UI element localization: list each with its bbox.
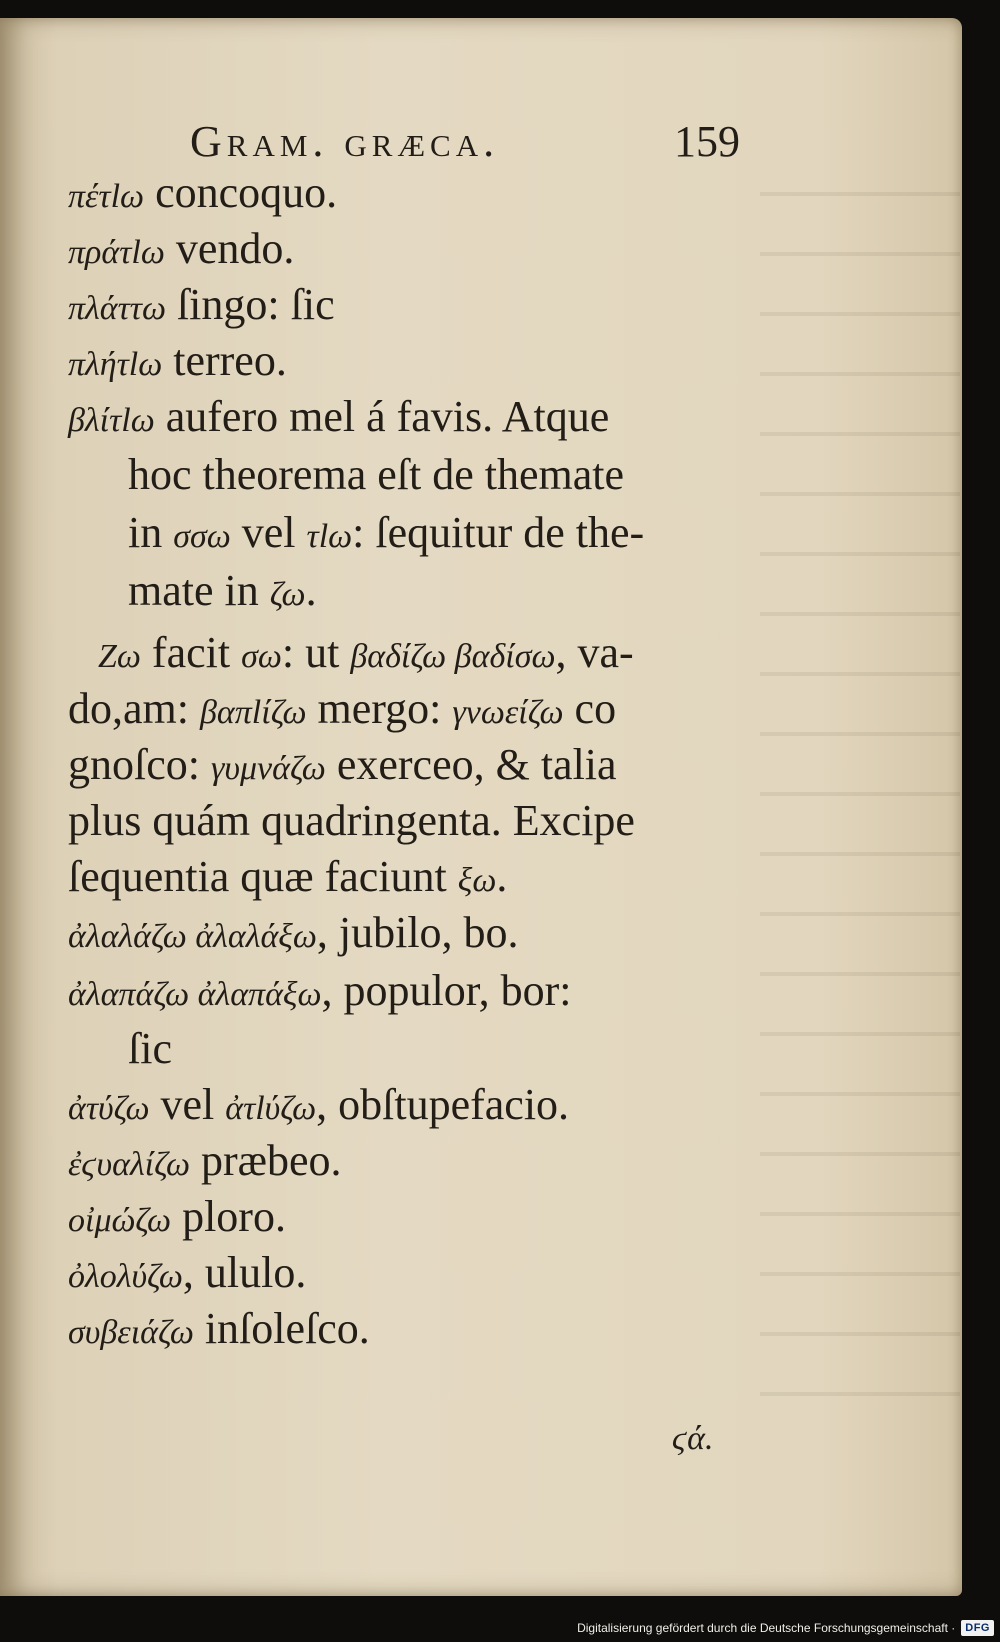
latin-text: . — [305, 566, 317, 615]
text-line — [68, 392, 609, 446]
greek-word: Zω — [98, 638, 141, 675]
latin-text: terreo. — [162, 336, 287, 385]
greek-word: σσω — [173, 518, 231, 555]
credit-text: Digitalisierung gefördert durch die Deutsche Forschungsgemeinschaft · — [577, 1621, 956, 1635]
greek-word: γνωείζω — [452, 694, 564, 731]
latin-text: mate in — [128, 566, 270, 615]
text-line — [68, 740, 617, 794]
text-line — [128, 450, 624, 500]
book-page — [0, 18, 962, 1596]
greek-word: ἐϛυαλίζω — [68, 1146, 190, 1183]
digitization-credit — [577, 1616, 994, 1640]
text-line — [68, 1248, 306, 1302]
greek-word: βαδίζω βαδίσω — [350, 638, 556, 675]
text-line — [68, 1080, 569, 1134]
greek-word: οἰμώζω — [68, 1202, 172, 1239]
greek-word: τlω — [306, 518, 353, 555]
text-line — [68, 336, 287, 390]
latin-text: vel — [149, 1080, 226, 1129]
text-line — [68, 852, 507, 906]
greek-word: ἀλαλάζω ἀλαλάξω — [68, 918, 317, 955]
text-line — [68, 796, 635, 846]
latin-text: in — [128, 508, 174, 557]
latin-text: ſic — [128, 1024, 172, 1073]
text-line — [68, 1136, 342, 1190]
latin-text: , jubilo, bo. — [316, 908, 519, 957]
greek-word: πλάττω — [68, 290, 166, 327]
show-through-text — [760, 148, 960, 1448]
text-line — [128, 566, 317, 620]
running-head: Gram. græca. — [190, 117, 500, 166]
latin-text: , ululo. — [182, 1248, 307, 1297]
latin-text: . — [496, 852, 508, 901]
latin-text: ſingo: ſic — [165, 280, 335, 329]
greek-word: συβειάζω — [68, 1314, 194, 1351]
latin-text: co — [563, 684, 617, 733]
latin-text: præbeo. — [189, 1136, 342, 1185]
latin-text: : ſequitur de the- — [352, 508, 645, 557]
latin-text: inſoleſco. — [193, 1304, 370, 1353]
latin-text: : ut — [281, 628, 351, 677]
text-line — [68, 966, 572, 1020]
greek-word: βαπlίζω — [199, 694, 307, 731]
latin-text: hoc theorema eſt de themate — [128, 450, 624, 499]
latin-text: ploro. — [171, 1192, 286, 1241]
text-line — [68, 684, 616, 738]
greek-word: πέτlω — [68, 178, 145, 215]
greek-word: ξω — [457, 862, 497, 899]
latin-text: exerceo, & talia — [325, 740, 617, 789]
text-line — [68, 908, 519, 962]
greek-word: γυμνάζω — [210, 750, 326, 787]
greek-word: σω — [241, 638, 282, 675]
latin-text: concoquo. — [144, 168, 338, 217]
latin-text: do,am: — [68, 684, 200, 733]
greek-word: ἀτlύζω — [225, 1090, 317, 1127]
page-header — [190, 116, 750, 172]
greek-word: βλίτlω — [68, 402, 155, 439]
text-line — [128, 508, 644, 562]
greek-word: πράτlω — [68, 234, 165, 271]
greek-word: ἀτύζω — [68, 1090, 150, 1127]
latin-text: , va- — [555, 628, 634, 677]
dfg-logo: DFG — [961, 1620, 994, 1636]
text-line — [98, 628, 634, 682]
greek-word: ἀλαπάζω ἀλαπάξω — [68, 976, 322, 1013]
text-line — [68, 224, 294, 278]
latin-text: vendo. — [164, 224, 295, 273]
latin-text: , populor, bor: — [321, 966, 572, 1015]
latin-text: gnoſco: — [68, 740, 211, 789]
latin-text: plus quám quadringenta. Excipe — [68, 796, 635, 845]
latin-text: ſequentia quæ faciunt — [68, 852, 458, 901]
latin-text: facit — [140, 628, 242, 677]
greek-word: ζω — [269, 576, 306, 613]
latin-text: mergo: — [306, 684, 453, 733]
catchword: ϛά. — [672, 1420, 714, 1457]
text-line — [68, 1192, 286, 1246]
text-line — [68, 1304, 370, 1358]
latin-text: vel — [230, 508, 307, 557]
greek-word: ὀλολύζω — [68, 1258, 183, 1295]
text-line — [128, 1024, 172, 1074]
page-number: 159 — [674, 117, 740, 166]
text-line — [68, 280, 335, 334]
greek-word: πλήτlω — [68, 346, 163, 383]
latin-text: , obſtupefacio. — [316, 1080, 570, 1129]
latin-text: aufero mel á favis. Atque — [154, 392, 610, 441]
text-line — [68, 168, 337, 222]
